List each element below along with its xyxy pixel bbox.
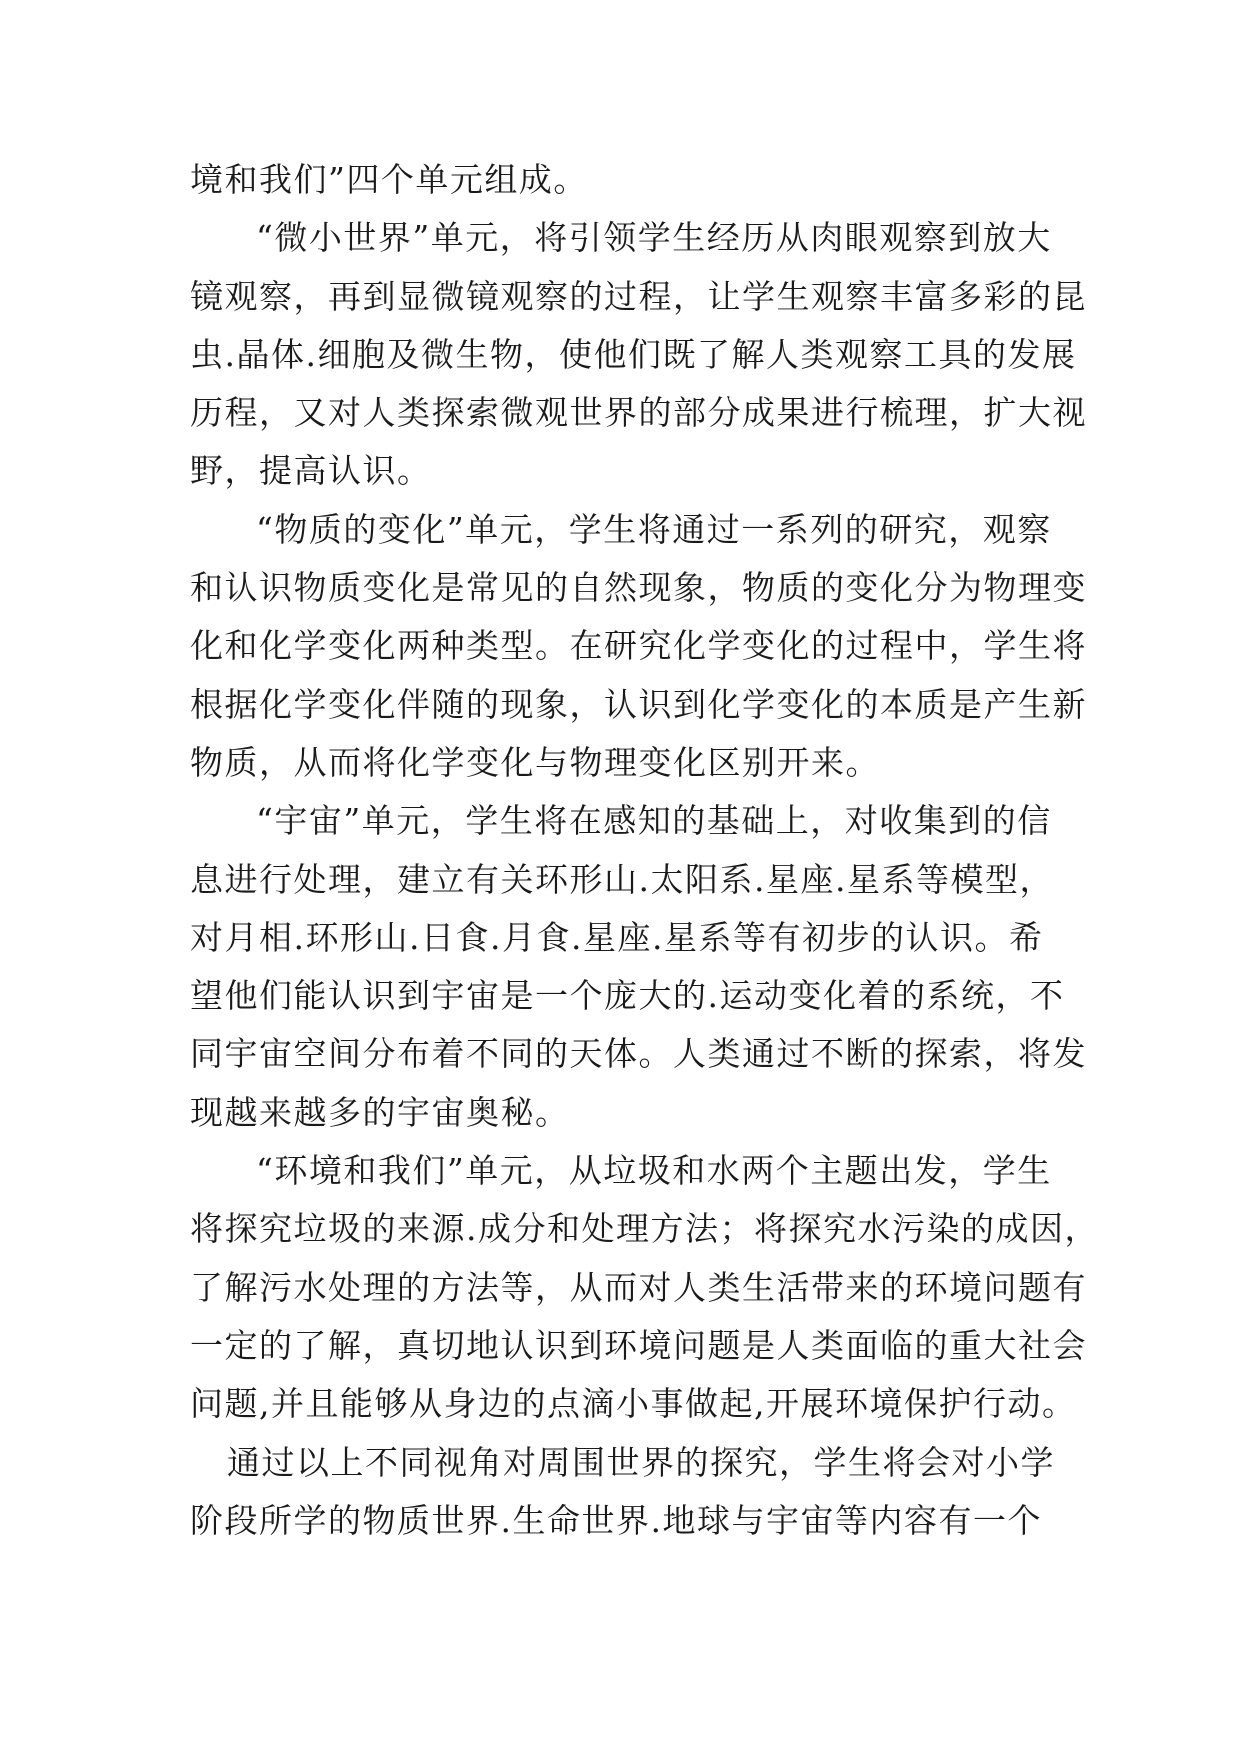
text-line: 将探究垃圾的来源.成分和处理方法；将探究水污染的成因， bbox=[190, 1209, 1099, 1249]
text-line: 了解污水处理的方法等，从而对人类生活带来的环境问题有 bbox=[190, 1267, 1087, 1307]
paragraph-start-line: “宇宙”单元，学生将在感知的基础上，对收集到的信 bbox=[256, 801, 1052, 841]
text-line: 一定的了解，真切地认识到环境问题是人类面临的重大社会 bbox=[190, 1325, 1087, 1365]
text-line: 虫.晶体.细胞及微生物，使他们既了解人类观察工具的发展 bbox=[190, 334, 1077, 374]
text-line: 境和我们”四个单元组成。 bbox=[190, 160, 588, 199]
paragraph-start-line: 通过以上不同视角对周围世界的探究，学生将会对小学 bbox=[227, 1442, 1055, 1482]
paragraph-start-line: “物质的变化”单元，学生将通过一系列的研究，观察 bbox=[256, 509, 1052, 549]
text-line: 物质，从而将化学变化与物理变化区别开来。 bbox=[190, 742, 880, 782]
text-line: 对月相.环形山.日食.月食.星座.星系等有初步的认识。希 bbox=[190, 917, 1044, 957]
text-line: 历程，又对人类探索微观世界的部分成果进行梳理，扩大视 bbox=[190, 393, 1087, 433]
text-line: 望他们能认识到宇宙是一个庞大的.运动变化着的系统，不 bbox=[190, 976, 1065, 1016]
document-body bbox=[190, 151, 1099, 1550]
text-line: 镜观察，再到显微镜观察的过程，让学生观察丰富多彩的昆 bbox=[190, 276, 1087, 316]
text-line: 野，提高认识。 bbox=[190, 451, 432, 491]
text-line: 息进行处理，建立有关环形山.太阳系.星座.星系等模型， bbox=[190, 859, 1054, 899]
text-line: 根据化学变化伴随的现象，认识到化学变化的本质是产生新 bbox=[190, 684, 1087, 724]
text-line: 现越来越多的宇宙奥秘。 bbox=[190, 1092, 570, 1132]
paragraph-start-line: “微小世界”单元，将引领学生经历从肉眼观察到放大 bbox=[256, 218, 1052, 258]
text-line: 阶段所学的物质世界.生命世界.地球与宇宙等内容有一个 bbox=[190, 1500, 1042, 1540]
text-line: 同宇宙空间分布着不同的天体。人类通过不断的探索，将发 bbox=[190, 1034, 1087, 1074]
text-line: 化和化学变化两种类型。在研究化学变化的过程中，学生将 bbox=[190, 626, 1087, 666]
text-line: 问题,并且能够从身边的点滴小事做起,开展环境保护行动。 bbox=[190, 1384, 1077, 1424]
text-line: 和认识物质变化是常见的自然现象，物质的变化分为物理变 bbox=[190, 568, 1087, 608]
paragraph-start-line: “环境和我们”单元，从垃圾和水两个主题出发，学生 bbox=[256, 1151, 1052, 1191]
